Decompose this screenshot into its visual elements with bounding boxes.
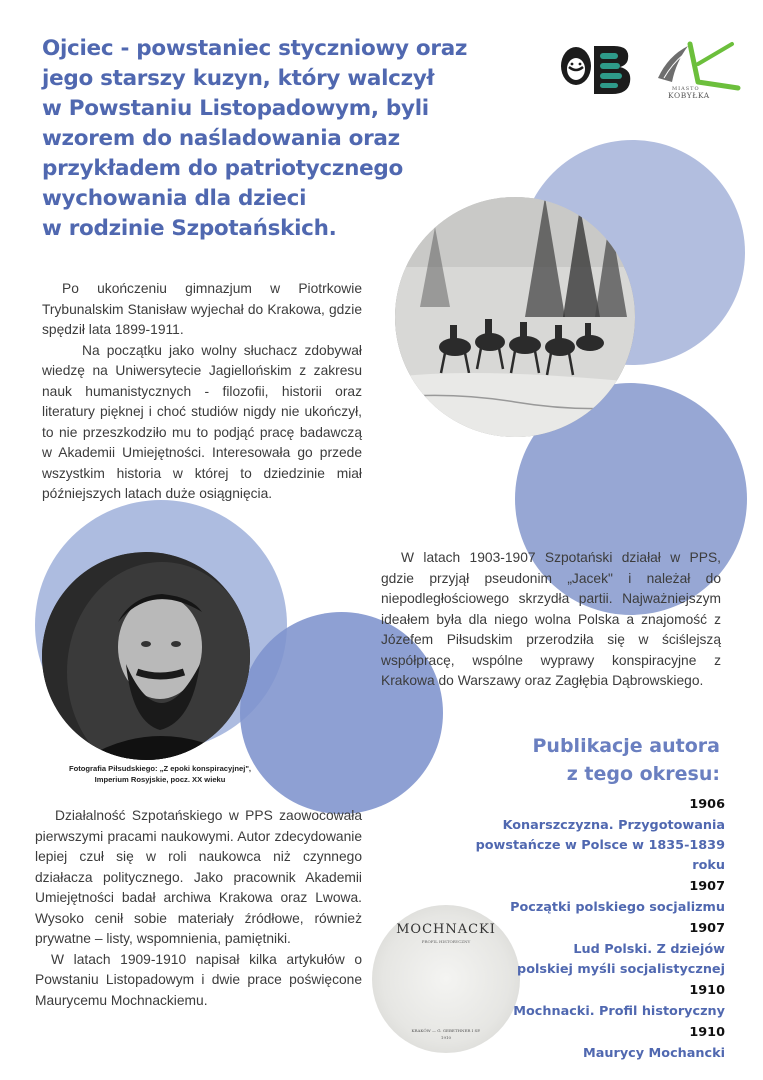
publication-item [400, 1022, 725, 1064]
publication-item [400, 918, 725, 980]
publication-item [400, 794, 725, 876]
publications-heading: Publikacje autora z tego okresu: [532, 735, 720, 785]
paragraph-scientific-work: Działalność Szpotańskiego w PPS zaowocowała pierwszymi pracami naukowymi. Autor zdecydowanie lepiej czuł się w roli naukowca niż czynnego działacza politycznego. Jako pracownik Akademii Umiejętności badał archiwa Krakowa oraz Lwowa. Wysoko cenił sobie materiały źródłowe, również prywatne – listy, wspomnienia, pamiętniki. [35, 808, 362, 946]
publication-title: Konarszczyzna. Przygotowania powstańcze w Polsce w 1835-1839 roku [475, 818, 725, 873]
book-cover-subtitle: PROFIL HISTORYCZNY [421, 939, 471, 944]
page-title: Ojciec - powstaniec styczniowy oraz jego starszy kuzyn, który walczył w Powstaniu Listopadowym, byli wzorem do naśladowania oraz przykładem do patriotycznego wychowania dla dzieci w rodzinie Szpotańskich. [42, 36, 468, 241]
photo-caption: Fotografia Piłsudskiego: „Z epoki konspiracyjnej", Imperium Rosyjskie, pocz. XX wieku [68, 764, 252, 784]
publication-year: 1907 [689, 879, 725, 894]
publication-title: Maurycy Mochancki [583, 1046, 725, 1061]
publication-year: 1906 [689, 797, 725, 812]
kobylka-city-logo [650, 38, 746, 100]
publication-item [400, 876, 725, 918]
publication-year: 1910 [689, 983, 725, 998]
publication-item [400, 980, 725, 1022]
publication-year: 1910 [689, 1025, 725, 1040]
paragraph-jagiellonian: Na początku jako wolny słuchacz zdobywał wiedzę na Uniwersytecie Jagiellońskim z zakresu nauk humanistycznych - filozofii, historii oraz literatury pięknej i choć studiów nigdy nie ukończył, to nie przeszkodziło mu to podjąć pracę badawczą w Akademii Umiejętności. Interesowała go przede wszystkim historia w której to dziedzinie miał późniejszych latach duże osiągnięcia. [42, 342, 362, 501]
book-cover-year: 1910 [440, 1035, 452, 1040]
city-logo-name: KOBYŁKA [668, 91, 710, 100]
library-logo-letter: B [604, 80, 605, 81]
paragraph-articles: W latach 1909-1910 napisał kilka artykułów o Powstaniu Listopadowym i dwie prace poświęcone Maurycemu Mochnackiemu. [35, 951, 362, 1008]
library-logo [556, 40, 634, 98]
text-block-krakow [42, 279, 362, 505]
cavalry-illustration-photo [395, 197, 635, 437]
pilsudski-portrait-photo [42, 552, 250, 760]
publication-year: 1907 [689, 921, 725, 936]
paragraph-studies-krakow: Po ukończeniu gimnazjum w Piotrkowie Trybunalskim Stanisław wyjechał do Krakowa, gdzie spędził lata 1899-1911. [42, 281, 362, 337]
paragraph-pps-activity: W latach 1903-1907 Szpotański działał w PPS, gdzie przyjął pseudonim „Jacek" i należał do niepodległościowego skrzydła partii. Najważniejszym ideałem była dla niego wolna Polska a znajomość z Józefem Piłsudskim przerodziła się w ściślejszą współpracę, wspólne wyprawy konspiracyjne z Krakowa do Warszawy oraz Zagłębia Dąbrowskiego. [381, 550, 721, 688]
publication-title: Początki polskiego socjalizmu [510, 900, 725, 915]
text-block-scientific [35, 806, 362, 1011]
book-cover-imprint: KRAKÓW — G. GEBETHNER I SP. [411, 1028, 481, 1033]
publication-title: Lud Polski. Z dziejów polskiej myśli socjalistycznej [517, 942, 725, 977]
publications-list [400, 794, 725, 1064]
book-cover-title: MOCHNACKI [396, 922, 496, 937]
city-logo-small: MIASTO [672, 86, 700, 92]
publication-title: Mochnacki. Profil historyczny [513, 1004, 725, 1019]
